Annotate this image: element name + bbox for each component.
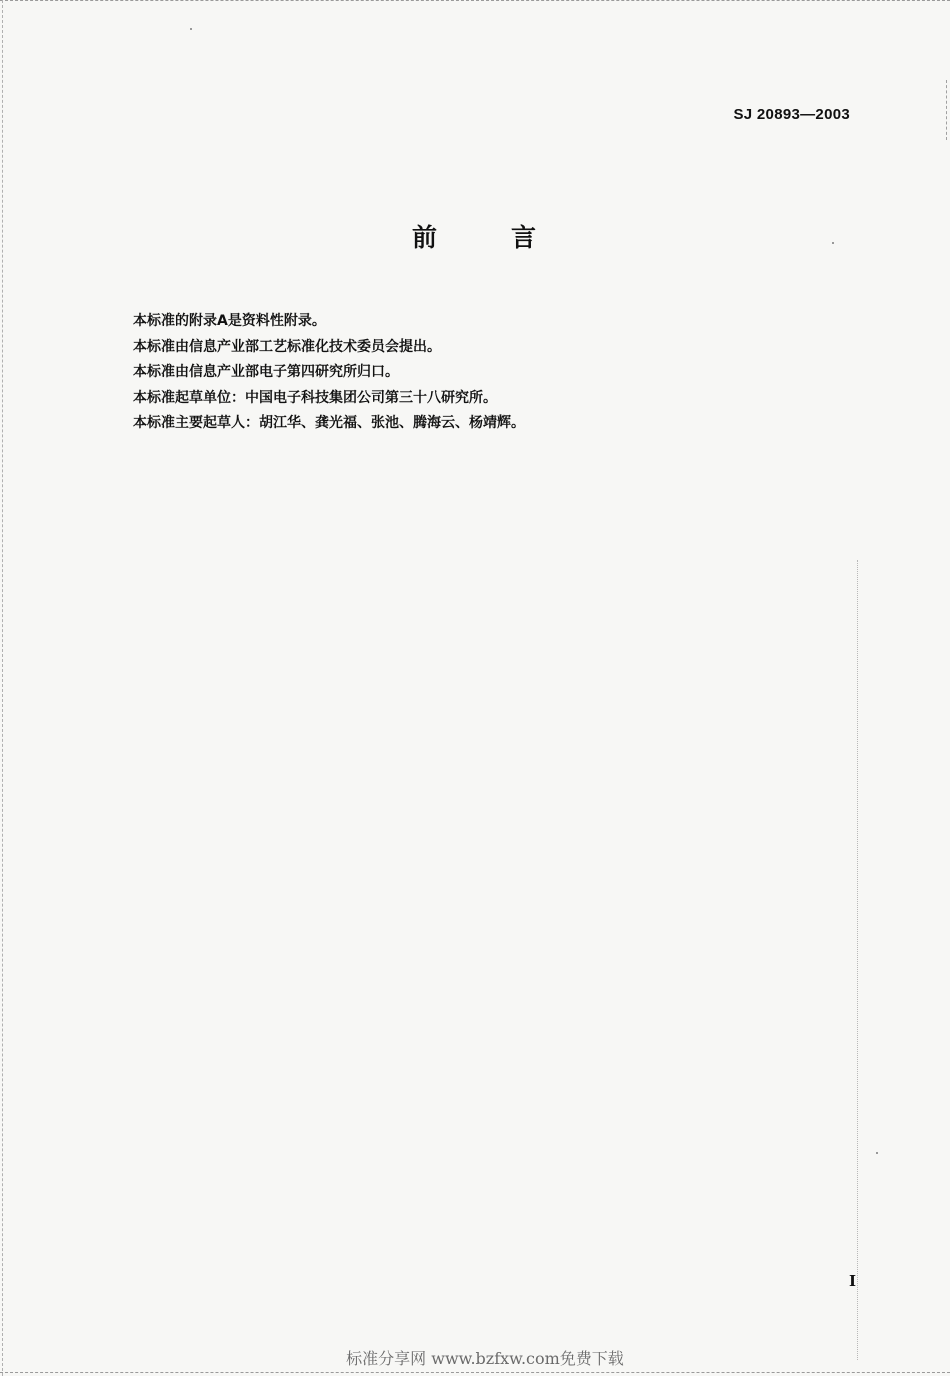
scan-border-right-top xyxy=(946,80,947,140)
scan-speck xyxy=(876,1152,878,1154)
scan-border-top xyxy=(0,0,950,1)
preface-line: 本标准的附录A是资料性附录。 xyxy=(133,313,326,329)
document-code: SJ 20893—2003 xyxy=(733,106,850,123)
title-char-left: 前 xyxy=(411,223,439,252)
preface-line: 本标准起草单位：中国电子科技集团公司第三十八研究所。 xyxy=(133,389,497,406)
scan-border-bottom xyxy=(0,1372,950,1373)
page-title xyxy=(0,218,950,254)
preface-line: 本标准由信息产业部工艺标准化技术委员会提出。 xyxy=(133,338,441,355)
title-char-right: 言 xyxy=(511,223,539,252)
scan-border-right xyxy=(857,560,858,1360)
preface-line: 本标准主要起草人：胡江华、龚光福、张池、腾海云、杨靖辉。 xyxy=(133,415,525,431)
preface-line: 本标准由信息产业部电子第四研究所归口。 xyxy=(133,364,399,380)
preface-body xyxy=(133,309,833,437)
watermark: 标准分享网 www.bzfxw.com免费下载 xyxy=(346,1349,624,1368)
page-number: I xyxy=(849,1272,857,1290)
scan-border-left xyxy=(2,0,3,1376)
scan-speck xyxy=(190,28,192,30)
